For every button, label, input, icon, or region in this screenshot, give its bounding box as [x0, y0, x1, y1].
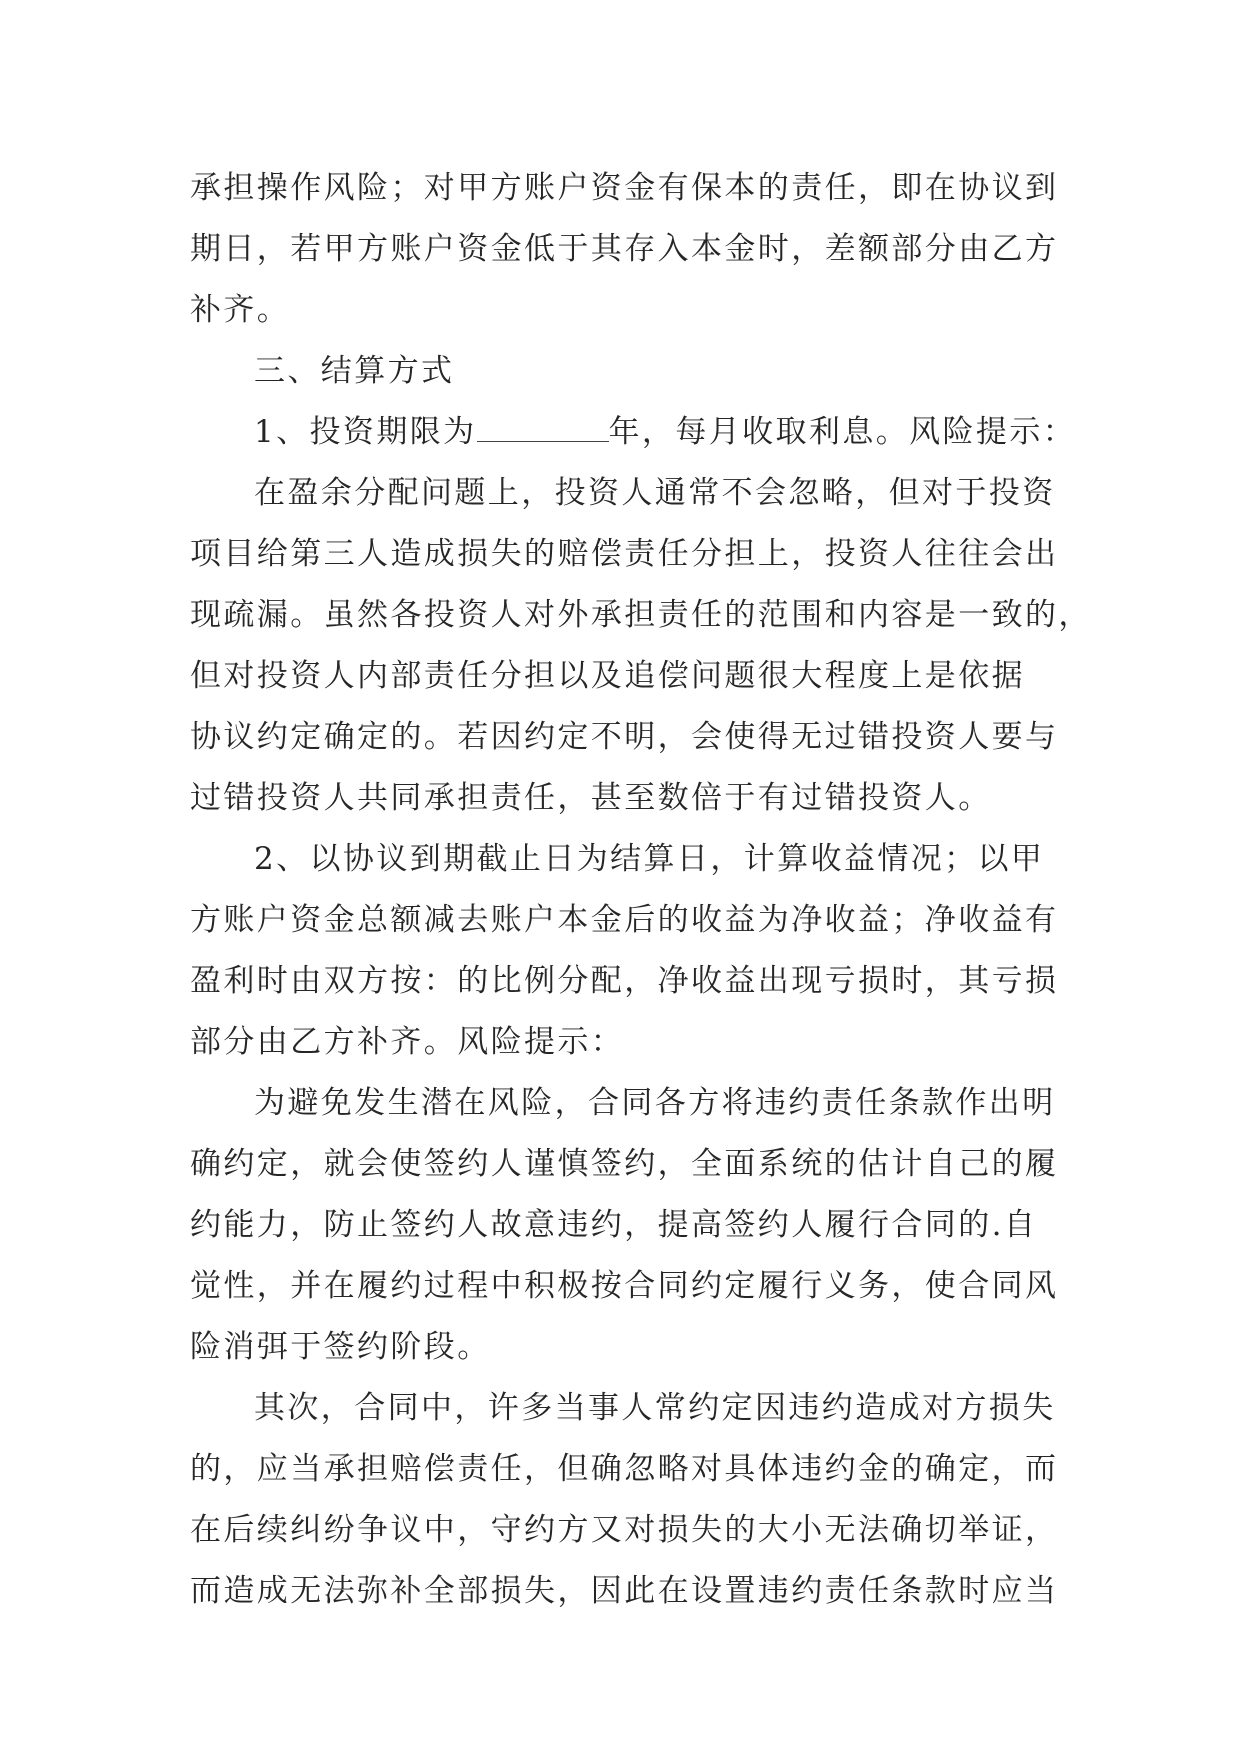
text-line: 为避免发生潜在风险，合同各方将违约责任条款作出明	[254, 1085, 1056, 1121]
text-line: 项目给第三人造成损失的赔偿责任分担上，投资人往往会出	[190, 536, 1059, 572]
clause-1-start: 1、投资期限为	[254, 414, 477, 450]
text-line: 而造成无法弥补全部损失，因此在设置违约责任条款时应当	[190, 1573, 1059, 1609]
fill-in-blank	[477, 405, 609, 442]
text-line: 但对投资人内部责任分担以及追偿问题很大程度上是依据	[190, 658, 1025, 694]
text-line: 承担操作风险；对甲方账户资金有保本的责任，即在协议到	[190, 170, 1059, 206]
text-line: 方账户资金总额减去账户本金后的收益为净收益；净收益有	[190, 902, 1059, 938]
text-line: 在后续纠纷争议中，守约方又对损失的大小无法确切举证，	[190, 1512, 1059, 1548]
text-line: 补齐。	[190, 292, 291, 328]
text-line: 过错投资人共同承担责任，甚至数倍于有过错投资人。	[190, 780, 992, 816]
document-body	[190, 158, 1092, 1622]
text-line: 其次，合同中，许多当事人常约定因违约造成对方损失	[254, 1390, 1056, 1426]
text-line: 确约定，就会使签约人谨慎签约，全面系统的估计自己的履	[190, 1146, 1059, 1182]
text-line: 期日，若甲方账户资金低于其存入本金时，差额部分由乙方	[190, 231, 1059, 267]
text-line: 现疏漏。虽然各投资人对外承担责任的范围和内容是一致的，	[190, 597, 1092, 633]
text-line: 在盈余分配问题上，投资人通常不会忽略，但对于投资	[254, 475, 1056, 511]
text-line: 险消弭于签约阶段。	[190, 1329, 491, 1365]
text-line: 协议约定确定的。若因约定不明，会使得无过错投资人要与	[190, 719, 1059, 755]
text-line	[190, 402, 1077, 463]
text-line: 盈利时由双方按：的比例分配，净收益出现亏损时，其亏损	[190, 963, 1059, 999]
text-line: 2、以协议到期截止日为结算日，计算收益情况；以甲	[254, 841, 1045, 877]
text-line: 约能力，防止签约人故意违约，提高签约人履行合同的.自	[190, 1207, 1038, 1243]
clause-1-end: 年，每月收取利息。风险提示：	[608, 414, 1077, 450]
section-heading: 三、结算方式	[254, 353, 455, 389]
text-line: 觉性，并在履约过程中积极按合同约定履行义务，使合同风	[190, 1268, 1059, 1304]
text-line: 的，应当承担赔偿责任，但确忽略对具体违约金的确定，而	[190, 1451, 1059, 1487]
text-line: 部分由乙方补齐。风险提示：	[190, 1024, 625, 1060]
